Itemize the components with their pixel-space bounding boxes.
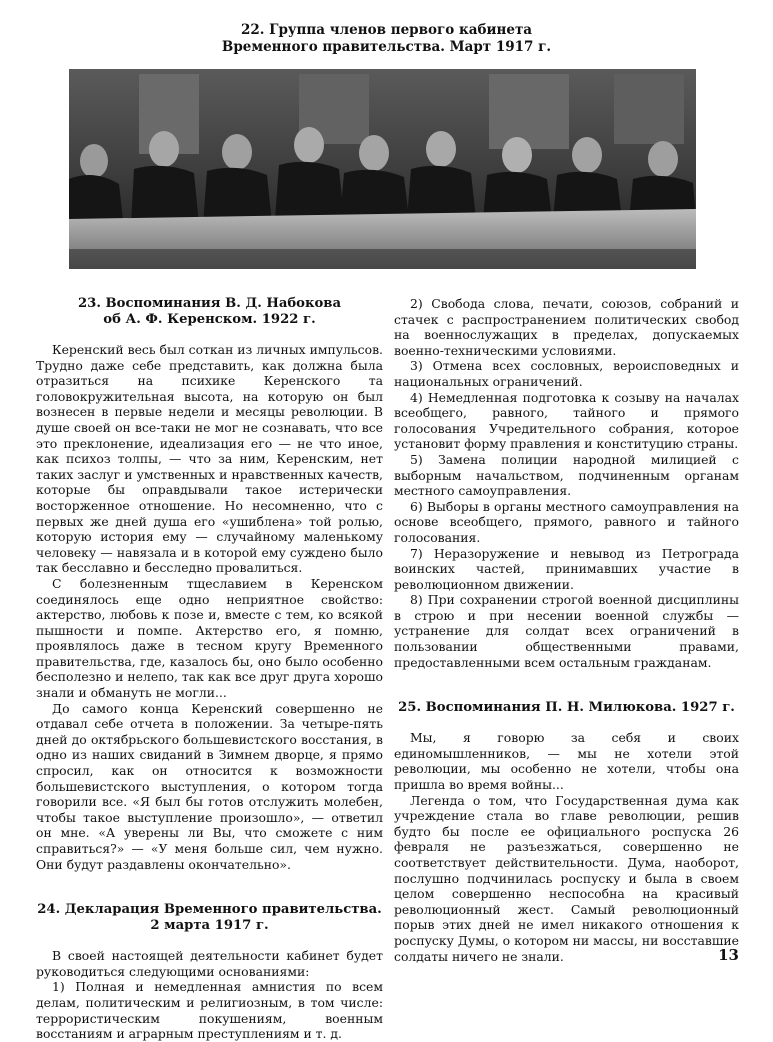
section-23-paragraph: До самого конца Керенский совершенно не отдавал себе отчета в положении. За четыре-пять дней до октябрьского большевистского восстания, в одно из наших свиданий в Зимнем дворце, я прямо спросил, как он относится к возможности большевистского выступления, о котором тогда говорили все. «Я был бы готов отслужить молебен, чтобы такое выступление произошло», — ответил он мне. «А уверены ли Вы, что сможете с ним справиться?» — «У меня больше сил, чем нужно. Они будут раздавлены окончательно». — [36, 700, 383, 872]
photo-caption-line2: Временного правительства. Март 1917 г. — [221, 39, 552, 55]
group-photo-icon — [69, 69, 696, 269]
photo-caption — [0, 22, 773, 56]
section-24-title-line1: 24. Декларация Временного правительства. — [37, 902, 382, 918]
section-25-paragraph: Легенда о том, что Государственная дума как учреждение стала во главе революции, решив будто бы после ее официального роспуска 26 февраля не разъезжаться, совершенно не соответствует действительности. Дума, наоборот, послушно подчинилась роспуску и была в своем целом совершенно неспособна на красивый революционный жест. Самый революционный порыв этих дней не имел никакого отношения к роспуску Думы, о котором ни массы, ни восставшие солдаты ничего не знали. — [394, 792, 739, 964]
photo-caption-line1: 22. Группа членов первого кабинета — [240, 22, 533, 38]
section-24-title-line2: 2 марта 1917 г. — [150, 918, 269, 934]
section-24-paragraph: В своей настоящей деятельности кабинет будет руководиться следующими основаниями: — [36, 948, 383, 979]
section-23-title-line1: 23. Воспоминания В. Д. Набокова — [77, 296, 342, 311]
section-24-paragraph: 8) При сохранении строгой военной дисциплины в строю и при несении военной службы — устранение для солдат всех ограничений в пользовании общественными правами, предоставленными всем остальным гражданам. — [394, 592, 739, 670]
left-column — [36, 296, 383, 1042]
section-24-title — [36, 902, 383, 934]
section-25-title — [394, 700, 739, 716]
section-23-paragraph: С болезненным тщеславием в Керенском соединялось еще одно неприятное свойство: актерство, любовь к позе и, вместе с тем, ко всякой пышности и помпе. Актерство его, я помню, проявлялось даже в тесном кругу Временного правительства, где, казалось бы, оно было особенно бесполезно и нелепо, так как все друг друга хорошо знали и обмануть не могли... — [36, 575, 383, 701]
section-24-paragraph: 6) Выборы в органы местного самоуправления на основе всеобщего, прямого, равного и тайного голосования. — [394, 498, 739, 545]
section-24-paragraph: 5) Замена полиции народной милицией с выборным начальством, подчиненным органам местного самоуправления. — [394, 451, 739, 499]
section-24-paragraph: 3) Отмена всех сословных, вероисповедных и национальных ограничений. — [394, 358, 739, 389]
section-23-title-line2: об А. Ф. Керенском. 1922 г. — [103, 312, 316, 327]
section-24-paragraph: 1) Полная и немедленная амнистия по всем делам, политическим и религиозным, в том числе: террористическим покушениям, военным восстаниям и аграрным преступлениям и т. д. — [36, 979, 383, 1042]
section-24-paragraph: 2) Свобода слова, печати, союзов, собраний и стачек с распространением политических свобод на военнослужащих в пределах, допускаемых военно-техническими условиями. — [394, 296, 739, 358]
page-number: 13 — [718, 946, 739, 964]
right-column — [394, 296, 739, 964]
section-24-paragraph: 4) Немедленная подготовка к созыву на началах всеобщего, равного, тайного и прямого голосования Учредительного собрания, которое установит форму правления и конституцию страны. — [394, 389, 739, 452]
section-23-paragraph: Керенский весь был соткан из личных импульсов. Трудно даже себе представить, как должна была отразиться на психике Керенского та головокружительная высота, на которую он был вознесен в первые недели и месяцы революции. В душе своей он все-таки не мог не сознавать, что все это преклонение, идеализация его — не что иное, как психоз толпы, — что за ним, Керенским, нет таких заслуг и умственных и нравственных качеств, которые бы оправдывали такое истерически восторженное отношение. Но несомненно, что с первых же дней душа его «ушиблена» той ролью, которую история ему — случайному маленькому человеку — навязала и в которой ему суждено было так бесславно и бесследно провалиться. — [36, 342, 383, 576]
group-photo-image — [69, 69, 696, 269]
section-24-paragraph: 7) Неразоружение и невывод из Петрограда воинских частей, принимавших участие в революционном движении. — [394, 545, 739, 592]
section-25-title-line1: 25. Воспоминания П. Н. Милюкова. 1927 г. — [398, 700, 735, 716]
section-23-title — [36, 296, 383, 328]
section-25-paragraph: Мы, я говорю за себя и своих единомышленников, — мы не хотели этой революции, мы особенно не хотели, чтобы она пришла во время войны... — [394, 730, 739, 793]
